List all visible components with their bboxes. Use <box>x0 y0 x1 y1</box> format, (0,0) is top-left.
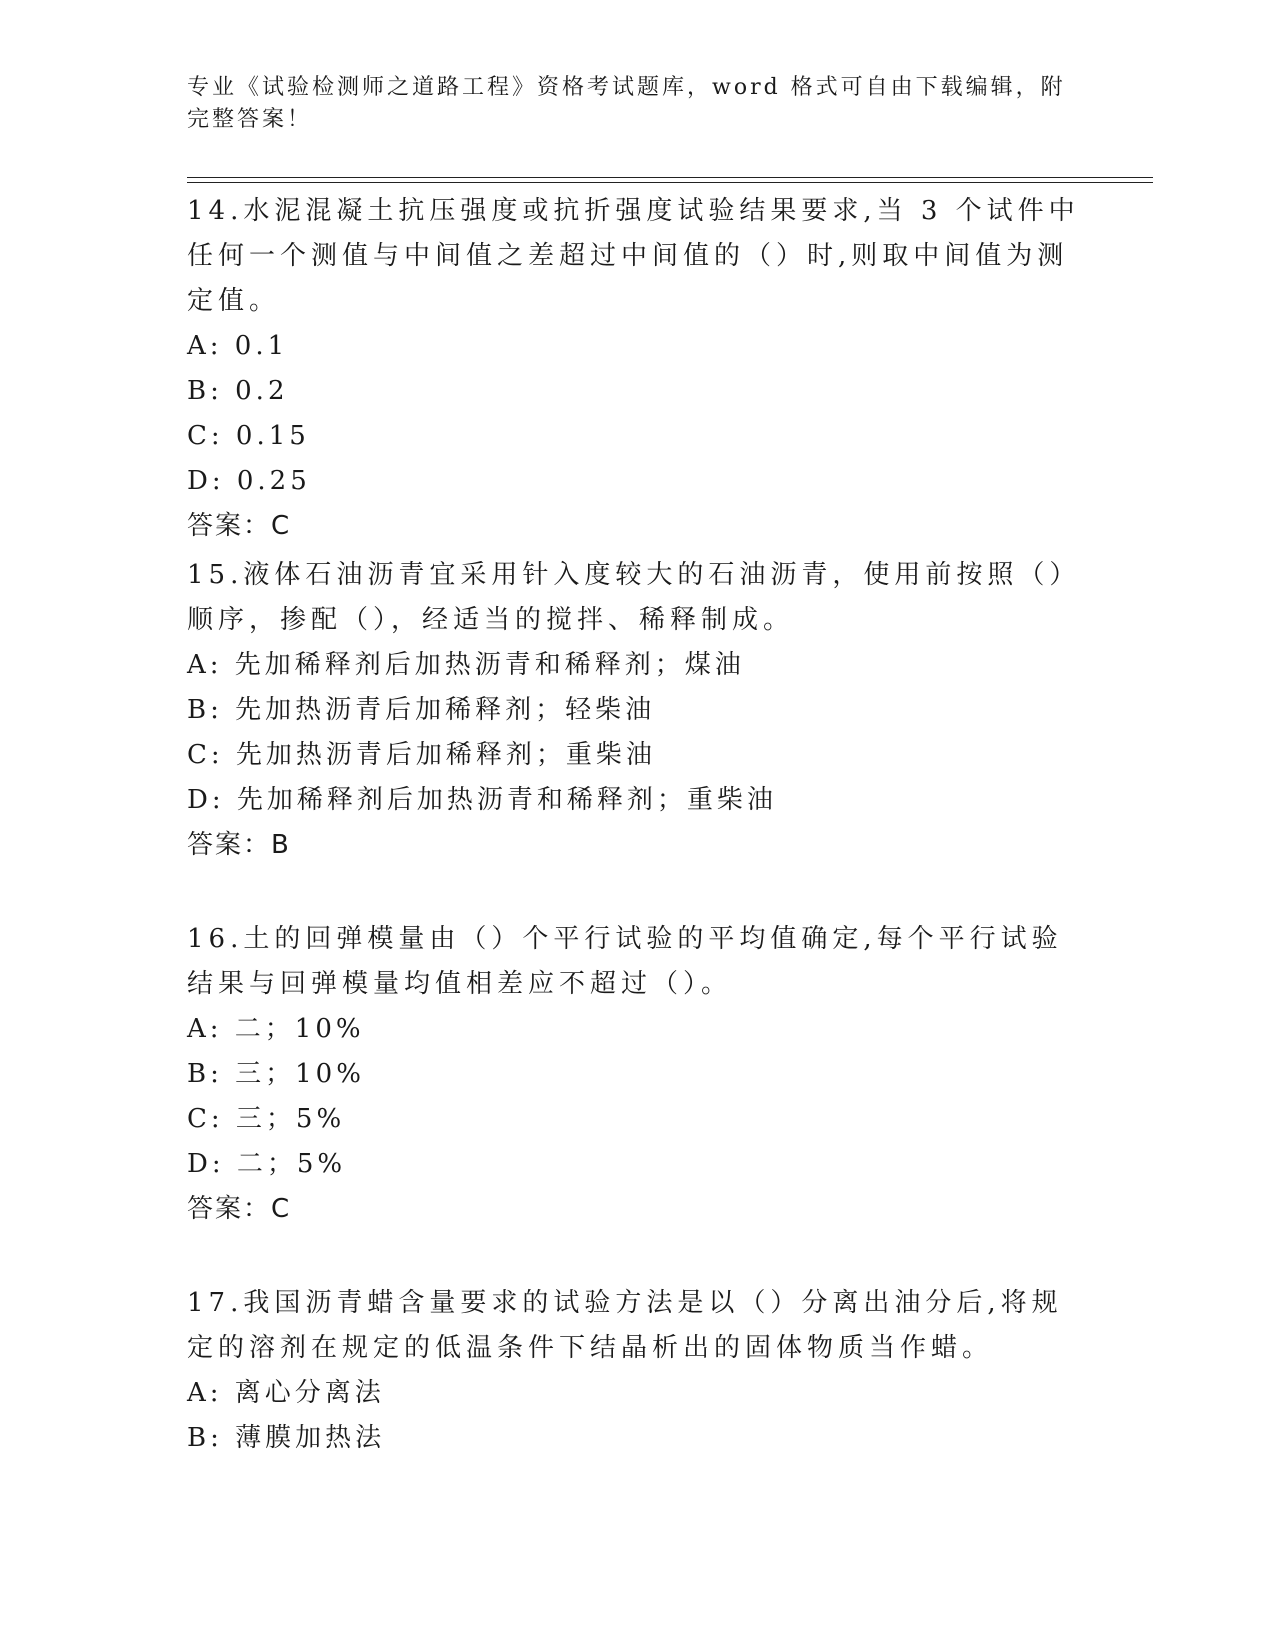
question-14 <box>187 189 1087 549</box>
header-rule-top <box>187 177 1153 178</box>
option-b: B: 三；10% <box>187 1059 365 1089</box>
option-a: A: 离心分离法 <box>187 1378 385 1408</box>
option-b: B: 0.2 <box>187 376 289 406</box>
answer-line: 答案：C <box>187 511 292 541</box>
answer-line: 答案：B <box>187 830 291 860</box>
option-a: A: 0.1 <box>187 331 289 361</box>
option-d: D: 二；5% <box>187 1149 347 1179</box>
question-stem: 16.土的回弹模量由（）个平行试验的平均值确定,每个平行试验结果与回弹模量均值相差应不超过（）。 <box>187 924 1063 999</box>
question-15 <box>187 553 1087 868</box>
answer-line: 答案：C <box>187 1194 292 1224</box>
option-c: C: 0.15 <box>187 421 310 451</box>
option-b: B: 薄膜加热法 <box>187 1423 386 1453</box>
option-c: C: 三；5% <box>187 1104 346 1134</box>
option-d: D: 先加稀释剂后加热沥青和稀释剂；重柴油 <box>187 785 777 815</box>
option-a: A: 先加稀释剂后加热沥青和稀释剂；煤油 <box>187 650 745 680</box>
option-a: A: 二；10% <box>187 1014 365 1044</box>
option-c: C: 先加热沥青后加稀释剂；重柴油 <box>187 740 656 770</box>
question-16 <box>187 917 1087 1232</box>
question-stem: 17.我国沥青蜡含量要求的试验方法是以（）分离出油分后,将规定的溶剂在规定的低温条件下结晶析出的固体物质当作蜡。 <box>187 1288 1063 1363</box>
header-rule-bottom <box>187 182 1153 183</box>
question-17 <box>187 1281 1087 1461</box>
question-stem: 14.水泥混凝土抗压强度或抗折强度试验结果要求,当 3 个试件中任何一个测值与中间值之差超过中间值的（）时,则取中间值为测定值。 <box>187 196 1080 316</box>
question-stem: 15.液体石油沥青宜采用针入度较大的石油沥青，使用前按照（）顺序，掺配（），经适当的搅拌、稀释制成。 <box>187 560 1081 635</box>
option-d: D: 0.25 <box>187 466 311 496</box>
document-header: 专业《试验检测师之道路工程》资格考试题库，word 格式可自由下载编辑，附完整答案！ <box>187 75 1066 132</box>
option-b: B: 先加热沥青后加稀释剂；轻柴油 <box>187 695 656 725</box>
